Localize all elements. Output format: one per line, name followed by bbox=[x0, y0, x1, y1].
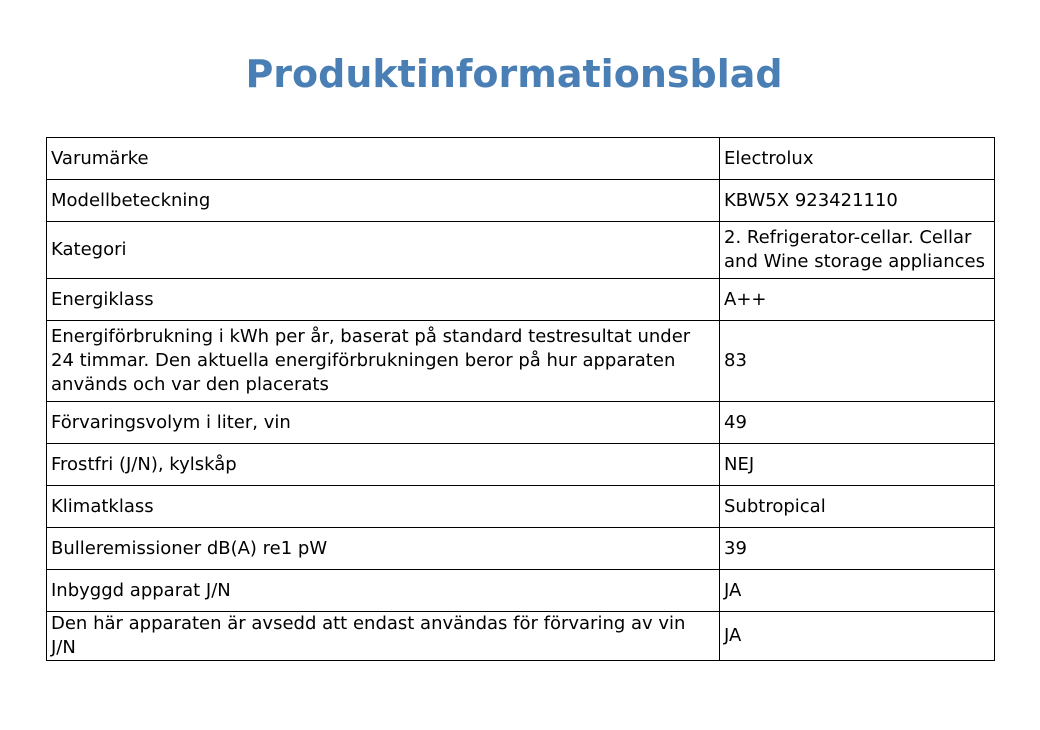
row-value: 83 bbox=[720, 321, 995, 402]
row-label: Klimatklass bbox=[47, 486, 720, 528]
table-row-climate-class bbox=[47, 486, 995, 528]
row-value: 2. Refrigerator-cellar. Cellar and Wine storage appliances bbox=[720, 222, 995, 279]
row-value: JA bbox=[720, 570, 995, 612]
row-label: Kategori bbox=[47, 222, 720, 279]
row-label: Förvaringsvolym i liter, vin bbox=[47, 402, 720, 444]
row-label: Frostfri (J/N), kylskåp bbox=[47, 444, 720, 486]
table-row-energy-class bbox=[47, 279, 995, 321]
row-value: Subtropical bbox=[720, 486, 995, 528]
table-row-storage-volume bbox=[47, 402, 995, 444]
row-value: A++ bbox=[720, 279, 995, 321]
table-row-wine-only bbox=[47, 612, 995, 661]
table-row-brand bbox=[47, 138, 995, 180]
table-row-frost-free bbox=[47, 444, 995, 486]
row-label: Modellbeteckning bbox=[47, 180, 720, 222]
row-label: Varumärke bbox=[47, 138, 720, 180]
row-label: Inbyggd apparat J/N bbox=[47, 570, 720, 612]
table-row-model bbox=[47, 180, 995, 222]
row-label: Bulleremissioner dB(A) re1 pW bbox=[47, 528, 720, 570]
row-value: 49 bbox=[720, 402, 995, 444]
row-value: JA bbox=[720, 612, 995, 661]
product-info-table bbox=[46, 137, 995, 661]
page-title: Produktinformationsblad bbox=[245, 52, 783, 96]
row-value: KBW5X 923421110 bbox=[720, 180, 995, 222]
table-row-noise bbox=[47, 528, 995, 570]
row-value: Electrolux bbox=[720, 138, 995, 180]
table-row-energy-consumption bbox=[47, 321, 995, 402]
table-row-category bbox=[47, 222, 995, 279]
table-row-built-in bbox=[47, 570, 995, 612]
row-value: 39 bbox=[720, 528, 995, 570]
row-label: Energiförbrukning i kWh per år, baserat på standard testresultat under 24 timmar. Den aktuella energiförbrukningen beror på hur apparaten används och var den placerats bbox=[47, 321, 720, 402]
row-label: Energiklass bbox=[47, 279, 720, 321]
row-value: NEJ bbox=[720, 444, 995, 486]
row-label: Den här apparaten är avsedd att endast användas för förvaring av vin J/N bbox=[47, 612, 720, 661]
